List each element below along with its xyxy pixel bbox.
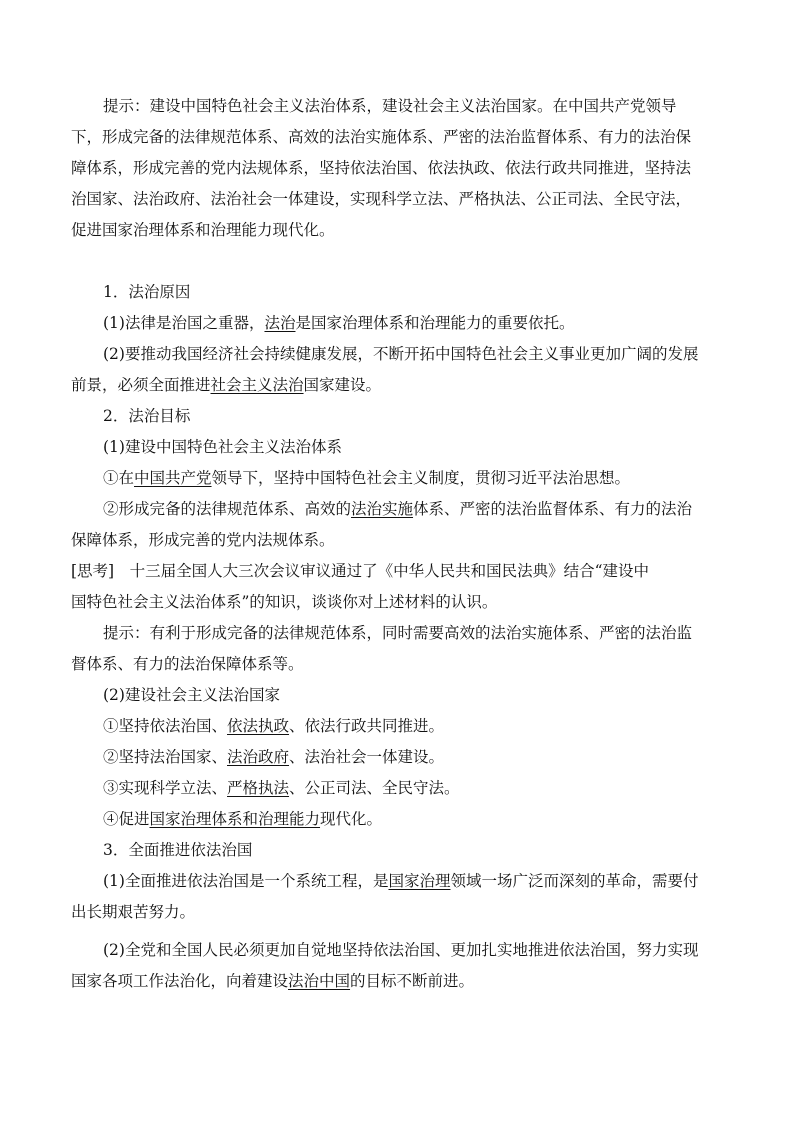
s1-item-1 bbox=[103, 313, 575, 333]
s3-item-2-post: 的目标不断前进。 bbox=[350, 972, 475, 990]
s1-item-1-underlined: 法治 bbox=[264, 314, 296, 332]
s2-rule-item-4-pre: ④促进 bbox=[103, 810, 150, 828]
hint-2-line-1: 提示：有利于形成完备的法律规范体系，同时需要高效的法治实施体系、严密的法治监 bbox=[103, 624, 693, 642]
s2-item-2-line-1 bbox=[103, 499, 692, 519]
s2-item-1-underlined: 中国共产党 bbox=[134, 469, 212, 487]
s2-rule-item-2-post: 、法治社会一体建设。 bbox=[289, 748, 445, 766]
s2-rule-item-4-post: 现代化。 bbox=[320, 810, 383, 828]
s1-item-1-pre: (1)法律是治国之重器， bbox=[103, 314, 265, 332]
s2-rule-item-2-underlined: 法治政府 bbox=[227, 748, 290, 766]
hint-line-4: 治国家、法治政府、法治社会一体建设，实现科学立法、严格执法、公正司法、全民守法， bbox=[71, 190, 692, 208]
s3-item-1-post: 领域一场广泛而深刻的革命，需要付 bbox=[450, 872, 699, 890]
s2-rule-item-3-post: 、公正司法、全民守法。 bbox=[289, 779, 460, 797]
s2-rule-item-3-underlined: 严格执法 bbox=[227, 779, 290, 797]
hint-2-line-2: 督体系、有力的法治保障体系等。 bbox=[71, 655, 304, 673]
s2-rule-item-1-underlined: 依法执政 bbox=[227, 717, 290, 735]
s2-rule-item-3 bbox=[103, 778, 460, 798]
s2-item-2-pre: ②形成完备的法律规范体系、高效的 bbox=[103, 500, 352, 518]
think-line-2: 国特色社会主义法治体系”的知识，谈谈你对上述材料的认识。 bbox=[71, 593, 498, 611]
s2-rule-item-1-post: 、依法行政共同推进。 bbox=[289, 717, 445, 735]
s2-rule-item-2 bbox=[103, 747, 444, 767]
s3-item-2-line-1: (2)全党和全国人民必须更加自觉地坚持依法治国、更加扎实地推进依法治国，努力实现 bbox=[103, 941, 699, 959]
s2-subheading-2: (2)建设社会主义法治国家 bbox=[103, 686, 280, 704]
s2-rule-item-2-pre: ②坚持法治国家、 bbox=[103, 748, 228, 766]
s1-item-2-pre: 前景，必须全面推进 bbox=[71, 376, 211, 394]
s2-item-2-underlined: 法治实施 bbox=[351, 500, 414, 518]
s3-item-1-pre: (1)全面推进依法治国是一个系统工程，是 bbox=[103, 872, 389, 890]
hint-line-2: 下，形成完备的法律规范体系、高效的法治实施体系、严密的法治监督体系、有力的法治保 bbox=[71, 128, 692, 146]
think-line-1: [思考] 十三届全国人大三次会议审议通过了《中华人民共和国民法典》结合“建设中 bbox=[71, 562, 650, 580]
s1-item-2-underlined: 社会主义法治 bbox=[210, 376, 304, 394]
hint-line-1: 提示：建设中国特色社会主义法治体系，建设社会主义法治国家。在中国共产党领导 bbox=[103, 97, 677, 115]
section-2-title: 2．法治目标 bbox=[103, 407, 191, 425]
s2-item-1-pre: ①在 bbox=[103, 469, 135, 487]
hint-line-3: 障体系，形成完善的党内法规体系，坚持依法治国、依法执政、依法行政共同推进，坚持法 bbox=[71, 159, 692, 177]
s2-item-1 bbox=[103, 468, 630, 488]
s2-rule-item-1-pre: ①坚持依法治国、 bbox=[103, 717, 228, 735]
s3-item-1-line-1 bbox=[103, 871, 699, 891]
s3-item-2-line-2 bbox=[71, 971, 474, 991]
section-3-title: 3．全面推进依法治国 bbox=[103, 841, 253, 859]
s1-item-2-line-1: (2)要推动我国经济社会持续健康发展，不断开拓中国特色社会主义事业更加广阔的发展 bbox=[103, 345, 699, 363]
s2-subheading-1: (1)建设中国特色社会主义法治体系 bbox=[103, 438, 342, 456]
hint-line-5: 促进国家治理体系和治理能力现代化。 bbox=[71, 221, 335, 239]
s2-rule-item-1 bbox=[103, 716, 444, 736]
s2-item-2-post: 体系、严密的法治监督体系、有力的法治 bbox=[413, 500, 693, 518]
s3-item-2-underlined: 法治中国 bbox=[288, 972, 351, 990]
s2-item-2-line-2: 保障体系，形成完善的党内法规体系。 bbox=[71, 531, 335, 549]
s2-rule-item-3-pre: ③实现科学立法、 bbox=[103, 779, 228, 797]
s3-item-2-pre: 国家各项工作法治化，向着建设 bbox=[71, 972, 289, 990]
s2-rule-item-4-underlined: 国家治理体系和治理能力 bbox=[149, 810, 321, 828]
s3-item-1-underlined: 国家治理 bbox=[388, 872, 451, 890]
s3-item-1-line-2: 出长期艰苦努力。 bbox=[71, 903, 196, 921]
section-1-title: 1．法治原因 bbox=[103, 283, 191, 301]
s1-item-2-post: 国家建设。 bbox=[303, 376, 382, 394]
s1-item-2-line-2 bbox=[71, 375, 381, 395]
s2-rule-item-4 bbox=[103, 809, 382, 829]
s2-item-1-post: 领导下，坚持中国特色社会主义制度，贯彻习近平法治思想。 bbox=[211, 469, 631, 487]
s1-item-1-post: 是国家治理体系和治理能力的重要依托。 bbox=[295, 314, 575, 332]
